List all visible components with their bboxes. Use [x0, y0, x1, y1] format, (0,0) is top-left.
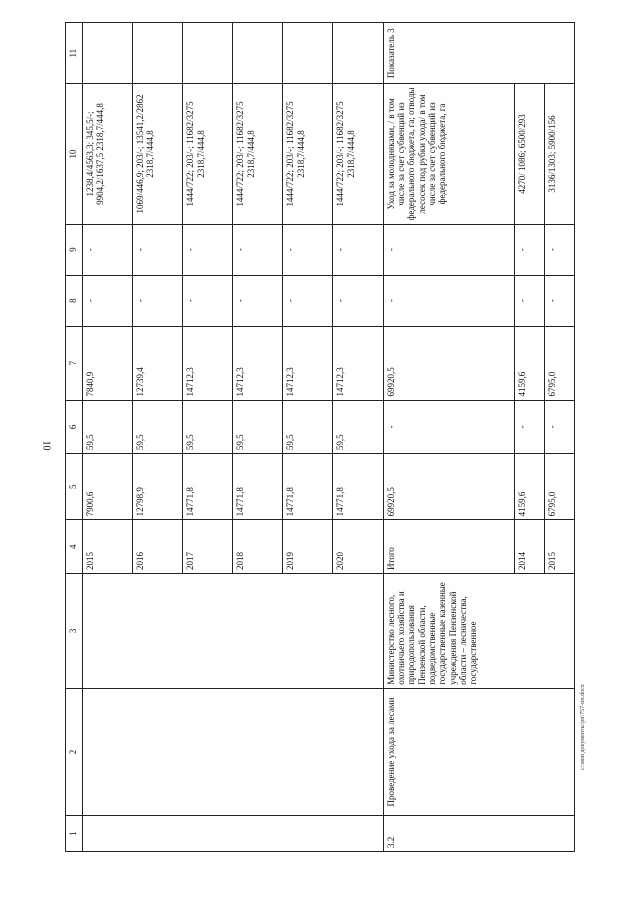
cell-c8: -	[544, 275, 574, 326]
cell-c8: -	[333, 275, 383, 326]
cell-num	[83, 816, 384, 852]
section-name: Проведение ухода за лесами	[383, 688, 574, 816]
cell-c9: -	[514, 224, 544, 275]
cell-fed: -	[544, 400, 574, 454]
cell-c8: -	[283, 275, 333, 326]
cell-fed: 59,5	[133, 400, 183, 454]
cell-year: 2019	[283, 520, 333, 574]
cell-c8: -	[133, 275, 183, 326]
cell-c9: -	[183, 224, 233, 275]
cell-year: 2016	[133, 520, 183, 574]
cell-year: 2018	[233, 520, 283, 574]
cell-total: 14771,8	[233, 454, 283, 520]
cell-c9: -	[83, 224, 133, 275]
col-header: 11	[66, 23, 83, 84]
cell-indicator	[133, 23, 183, 84]
cell-indicator	[83, 23, 133, 84]
cell-year: Итого	[383, 520, 514, 574]
cell-indicator-value: 3136/1303; 5900/156	[544, 84, 574, 224]
cell-regional: 6795,0	[544, 326, 574, 400]
cell-year: 2015	[83, 520, 133, 574]
col-header: 6	[66, 400, 83, 454]
col-header: 4	[66, 520, 83, 574]
cell-total: 14771,8	[183, 454, 233, 520]
cell-total: 4159,6	[514, 454, 544, 520]
col-header: 1	[66, 816, 83, 852]
section-number: 3.2	[383, 816, 574, 852]
cell-total: 69920,5	[383, 454, 514, 520]
cell-indicator-value: 1238,4/4563,3; 345,5/-; 9904,2/1637,5 2318,7/444,8	[83, 84, 133, 224]
cell-fed: 59,5	[83, 400, 133, 454]
col-header: 5	[66, 454, 83, 520]
cell-fed: -	[383, 400, 514, 454]
cell-total: 12798,9	[133, 454, 183, 520]
cell-c8: -	[183, 275, 233, 326]
cell-indicator	[333, 23, 383, 84]
rotated-table-container	[65, 22, 575, 852]
cell-total: 14771,8	[283, 454, 333, 520]
cell-indicator: Показатель 3	[383, 23, 574, 84]
cell-indicator-value: 1444/722; 203/-; 11682/3275 2318,7/444,8	[233, 84, 283, 224]
page-number: 10	[40, 440, 52, 451]
header-row	[66, 23, 83, 852]
cell-c8: -	[514, 275, 544, 326]
col-header: 7	[66, 326, 83, 400]
cell-regional: 7840,9	[83, 326, 133, 400]
cell-c9: -	[133, 224, 183, 275]
section-executor: Министерство лесного, охотничьего хозяйства и природопользования Пензенской области, подведомственные государственные казенные учреждения Пензенской области – лесничества, государственное	[383, 573, 574, 688]
cell-executor	[83, 573, 384, 688]
table-row	[83, 23, 133, 852]
cell-year: 2020	[333, 520, 383, 574]
cell-indicator	[283, 23, 333, 84]
cell-total: 14771,8	[333, 454, 383, 520]
cell-c9: -	[333, 224, 383, 275]
footer-file-path: c:\мои документы\рп\757-пп.docx	[580, 684, 586, 770]
cell-indicator-value: Уход за молодняками, / в том числе за счет субвенций из федерального бюджета, га; отводы лесосек под рубки ухода/ в том числе за счет субвенций из федерального бюджета, га	[383, 84, 514, 224]
cell-indicator-value: 1444/722; 203/-; 11682/3275 2318,7/444,8	[183, 84, 233, 224]
cell-indicator-value: 1444/722; 203/-; 11682/3275 2318,7/444,8	[283, 84, 333, 224]
cell-year: 2017	[183, 520, 233, 574]
cell-regional: 14712,3	[183, 326, 233, 400]
cell-regional: 14712,3	[283, 326, 333, 400]
cell-total: 7900,6	[83, 454, 133, 520]
cell-indicator-value: 1444/722; 203/-; 11682/3275 2318,7/444,8	[333, 84, 383, 224]
cell-regional: 4159,6	[514, 326, 544, 400]
section-row	[383, 23, 514, 852]
cell-c9: -	[544, 224, 574, 275]
cell-name	[83, 688, 384, 816]
cell-c9: -	[283, 224, 333, 275]
cell-indicator-value: 1069/446,9; 203/-; 13541,2/2862 2318,7/444,8	[133, 84, 183, 224]
cell-fed: 59,5	[333, 400, 383, 454]
cell-c8: -	[233, 275, 283, 326]
cell-c8: -	[383, 275, 514, 326]
cell-indicator-value: 4270/ 1086; 6500/293	[514, 84, 544, 224]
cell-fed: -	[514, 400, 544, 454]
cell-regional: 12739,4	[133, 326, 183, 400]
col-header: 2	[66, 688, 83, 816]
cell-total: 6795,0	[544, 454, 574, 520]
col-header: 8	[66, 275, 83, 326]
cell-fed: 59,5	[233, 400, 283, 454]
cell-regional: 14712,3	[333, 326, 383, 400]
cell-indicator	[233, 23, 283, 84]
cell-year: 2015	[544, 520, 574, 574]
cell-indicator	[183, 23, 233, 84]
cell-c9: -	[383, 224, 514, 275]
cell-regional: 69920,5	[383, 326, 514, 400]
cell-c8: -	[83, 275, 133, 326]
program-table	[65, 22, 575, 852]
cell-fed: 59,5	[183, 400, 233, 454]
cell-regional: 14712,3	[233, 326, 283, 400]
col-header: 3	[66, 573, 83, 688]
col-header: 9	[66, 224, 83, 275]
cell-c9: -	[233, 224, 283, 275]
col-header: 10	[66, 84, 83, 224]
cell-fed: 59,5	[283, 400, 333, 454]
cell-year: 2014	[514, 520, 544, 574]
